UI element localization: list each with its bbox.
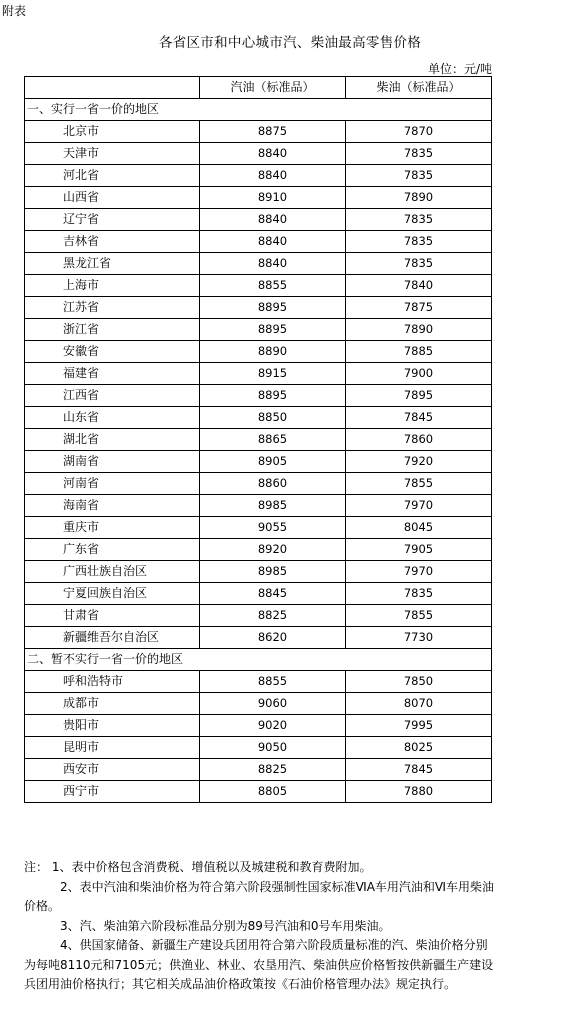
gasoline-price-cell: 8845	[200, 583, 346, 605]
gasoline-price-cell: 8840	[200, 231, 346, 253]
diesel-price-cell: 7845	[346, 759, 492, 781]
diesel-price-cell: 7900	[346, 363, 492, 385]
diesel-price-cell: 7890	[346, 187, 492, 209]
region-cell: 浙江省	[25, 319, 200, 341]
table-row	[25, 385, 492, 407]
diesel-price-cell: 7885	[346, 341, 492, 363]
gasoline-price-cell: 8915	[200, 363, 346, 385]
gasoline-price-cell: 8840	[200, 253, 346, 275]
diesel-price-cell: 7855	[346, 473, 492, 495]
region-cell: 河南省	[25, 473, 200, 495]
diesel-price-cell: 7855	[346, 605, 492, 627]
gasoline-price-cell: 9050	[200, 737, 346, 759]
table-row	[25, 407, 492, 429]
gasoline-price-cell: 8890	[200, 341, 346, 363]
region-cell: 安徽省	[25, 341, 200, 363]
table-row	[25, 781, 492, 803]
diesel-price-cell: 8045	[346, 517, 492, 539]
gasoline-price-cell: 8860	[200, 473, 346, 495]
gasoline-price-cell: 8825	[200, 759, 346, 781]
gasoline-price-cell: 8805	[200, 781, 346, 803]
diesel-price-cell: 7835	[346, 165, 492, 187]
gasoline-price-cell: 8825	[200, 605, 346, 627]
header-region	[25, 77, 200, 99]
table-row	[25, 341, 492, 363]
section-label: 二、暂不实行一省一价的地区	[25, 649, 492, 671]
appendix-label: 附表	[2, 4, 27, 18]
gasoline-price-cell: 8840	[200, 143, 346, 165]
table-row	[25, 429, 492, 451]
table-row	[25, 275, 492, 297]
region-cell: 福建省	[25, 363, 200, 385]
gasoline-price-cell: 8875	[200, 121, 346, 143]
diesel-price-cell: 7970	[346, 561, 492, 583]
region-cell: 重庆市	[25, 517, 200, 539]
region-cell: 江西省	[25, 385, 200, 407]
table-row	[25, 627, 492, 649]
header-gasoline: 汽油（标准品）	[200, 77, 346, 99]
gasoline-price-cell: 8855	[200, 671, 346, 693]
header-diesel: 柴油（标准品）	[346, 77, 492, 99]
gasoline-price-cell: 8855	[200, 275, 346, 297]
diesel-price-cell: 7840	[346, 275, 492, 297]
table-row	[25, 143, 492, 165]
table-row	[25, 297, 492, 319]
diesel-price-cell: 7835	[346, 583, 492, 605]
region-cell: 山西省	[25, 187, 200, 209]
region-cell: 贵阳市	[25, 715, 200, 737]
gasoline-price-cell: 8895	[200, 385, 346, 407]
table-row	[25, 715, 492, 737]
gasoline-price-cell: 8920	[200, 539, 346, 561]
table-row	[25, 605, 492, 627]
gasoline-price-cell: 9055	[200, 517, 346, 539]
page-title: 各省区市和中心城市汽、柴油最高零售价格	[158, 35, 422, 51]
gasoline-price-cell: 8620	[200, 627, 346, 649]
price-table	[24, 76, 492, 803]
gasoline-price-cell: 8850	[200, 407, 346, 429]
diesel-price-cell: 7880	[346, 781, 492, 803]
diesel-price-cell: 7920	[346, 451, 492, 473]
table-row	[25, 583, 492, 605]
region-cell: 黑龙江省	[25, 253, 200, 275]
gasoline-price-cell: 8840	[200, 209, 346, 231]
region-cell: 广东省	[25, 539, 200, 561]
table-row	[25, 693, 492, 715]
region-cell: 天津市	[25, 143, 200, 165]
section-label: 一、实行一省一价的地区	[25, 99, 492, 121]
region-cell: 江苏省	[25, 297, 200, 319]
table-row	[25, 165, 492, 187]
diesel-price-cell: 7870	[346, 121, 492, 143]
gasoline-price-cell: 8840	[200, 165, 346, 187]
diesel-price-cell: 7970	[346, 495, 492, 517]
region-cell: 辽宁省	[25, 209, 200, 231]
notes	[24, 858, 494, 995]
table-row	[25, 121, 492, 143]
gasoline-price-cell: 8910	[200, 187, 346, 209]
diesel-price-cell: 7850	[346, 671, 492, 693]
table-row	[25, 253, 492, 275]
table-row	[25, 671, 492, 693]
note-3: 3、汽、柴油第六阶段标准品分别为89号汽油和0号车用柴油。	[60, 918, 391, 933]
table-header-row	[25, 77, 492, 99]
region-cell: 北京市	[25, 121, 200, 143]
table-row	[25, 187, 492, 209]
table-row	[25, 539, 492, 561]
region-cell: 宁夏回族自治区	[25, 583, 200, 605]
diesel-price-cell: 7730	[346, 627, 492, 649]
region-cell: 河北省	[25, 165, 200, 187]
region-cell: 湖北省	[25, 429, 200, 451]
gasoline-price-cell: 8865	[200, 429, 346, 451]
region-cell: 西安市	[25, 759, 200, 781]
gasoline-price-cell: 8985	[200, 495, 346, 517]
table-row	[25, 319, 492, 341]
region-cell: 海南省	[25, 495, 200, 517]
diesel-price-cell: 7835	[346, 253, 492, 275]
table-row	[25, 363, 492, 385]
diesel-price-cell: 7835	[346, 231, 492, 253]
diesel-price-cell: 8025	[346, 737, 492, 759]
region-cell: 山东省	[25, 407, 200, 429]
gasoline-price-cell: 9060	[200, 693, 346, 715]
diesel-price-cell: 7895	[346, 385, 492, 407]
table-row	[25, 209, 492, 231]
diesel-price-cell: 7845	[346, 407, 492, 429]
region-cell: 上海市	[25, 275, 200, 297]
region-cell: 吉林省	[25, 231, 200, 253]
note-1: 注： 1、表中价格包含消费税、增值税以及城建税和教育费附加。	[24, 860, 372, 874]
section-row	[25, 649, 492, 671]
table-row	[25, 737, 492, 759]
region-cell: 甘肃省	[25, 605, 200, 627]
region-cell: 湖南省	[25, 451, 200, 473]
gasoline-price-cell: 9020	[200, 715, 346, 737]
diesel-price-cell: 7835	[346, 143, 492, 165]
region-cell: 昆明市	[25, 737, 200, 759]
section-row	[25, 99, 492, 121]
diesel-price-cell: 7875	[346, 297, 492, 319]
unit-label: 单位：元/吨	[427, 62, 492, 76]
region-cell: 成都市	[25, 693, 200, 715]
table-row	[25, 561, 492, 583]
diesel-price-cell: 7835	[346, 209, 492, 231]
region-cell: 新疆维吾尔自治区	[25, 627, 200, 649]
gasoline-price-cell: 8905	[200, 451, 346, 473]
table-row	[25, 231, 492, 253]
gasoline-price-cell: 8985	[200, 561, 346, 583]
region-cell: 西宁市	[25, 781, 200, 803]
table-row	[25, 495, 492, 517]
region-cell: 广西壮族自治区	[25, 561, 200, 583]
region-cell: 呼和浩特市	[25, 671, 200, 693]
note-2: 2、表中汽油和柴油价格为符合第六阶段强制性国家标准ⅥA车用汽油和Ⅵ车用柴油价格。	[24, 879, 494, 913]
diesel-price-cell: 7995	[346, 715, 492, 737]
table-row	[25, 473, 492, 495]
diesel-price-cell: 7890	[346, 319, 492, 341]
note-4: 4、供国家储备、新疆生产建设兵团用符合第六阶段质量标准的汽、柴油价格分别为每吨8110元和7105元；供渔业、林业、农垦用汽、柴油供应价格暂按供新疆生产建设兵团用油价格执行；其它相关成品油价格政策按《石油价格管理办法》规定执行。	[24, 938, 494, 991]
diesel-price-cell: 7905	[346, 539, 492, 561]
table-row	[25, 759, 492, 781]
diesel-price-cell: 7860	[346, 429, 492, 451]
diesel-price-cell: 8070	[346, 693, 492, 715]
gasoline-price-cell: 8895	[200, 297, 346, 319]
table-row	[25, 451, 492, 473]
table-row	[25, 517, 492, 539]
gasoline-price-cell: 8895	[200, 319, 346, 341]
